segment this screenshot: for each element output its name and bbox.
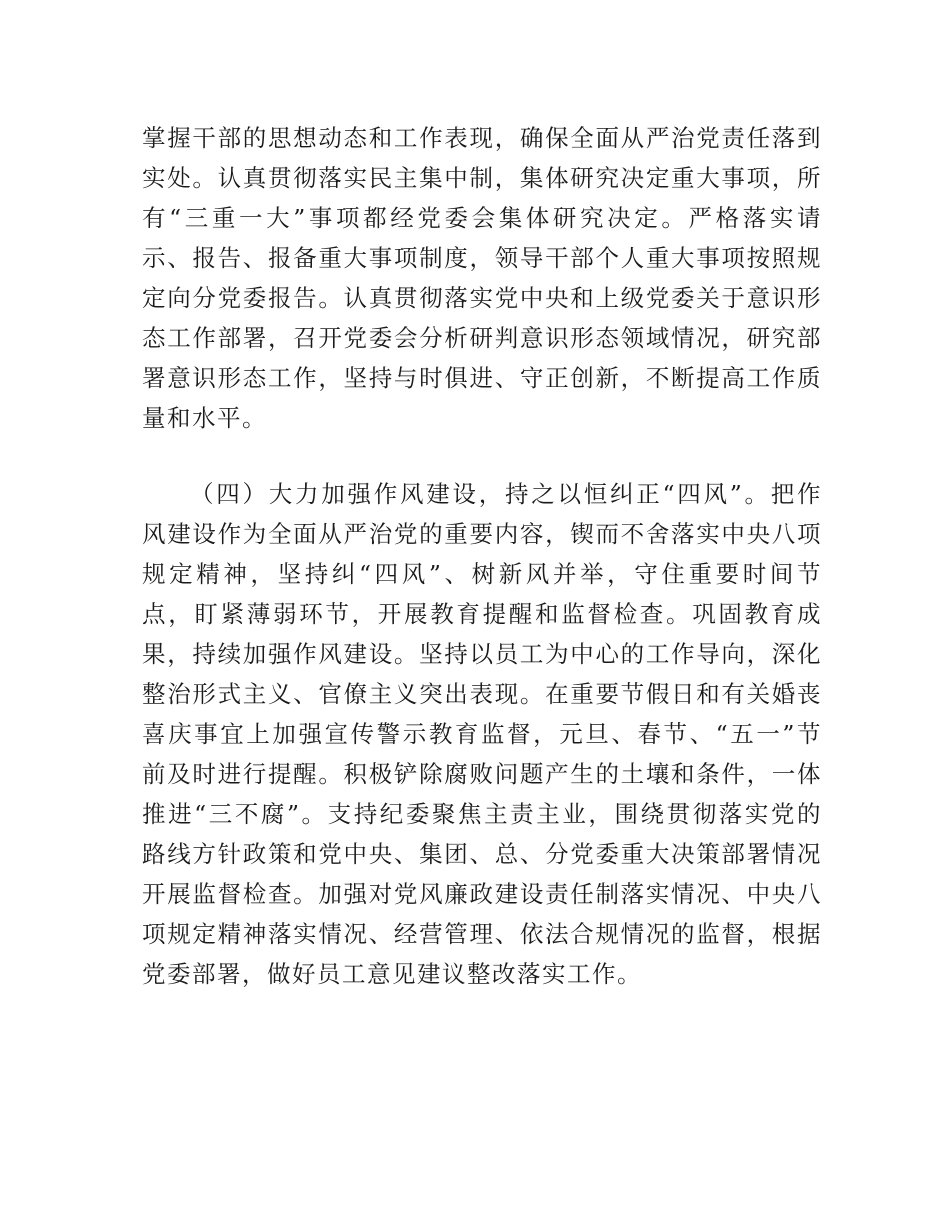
paragraph-1-line: 掌握干部的思想动态和工作表现，确保全面从严治党责任落到: [142, 124, 822, 152]
paragraph-1-line: 实处。认真贯彻落实民主集中制，集体研究决定重大事项，所: [142, 164, 822, 192]
paragraph-2-line: 风建设作为全面从严治党的重要内容，锲而不舍落实中央八项: [142, 520, 822, 548]
paragraph-2-line: 果，持续加强作风建设。坚持以员工为中心的工作导向，深化: [142, 640, 822, 668]
paragraph-1-line: 态工作部署，召开党委会分析研判意识形态领域情况，研究部: [142, 324, 822, 352]
paragraph-2-line: 项规定精神落实情况、经营管理、依法合规情况的监督，根据: [142, 920, 822, 948]
paragraph-1-line: 署意识形态工作，坚持与时俱进、守正创新，不断提高工作质: [142, 364, 822, 392]
paragraph-1-line: 有“三重一大”事项都经党委会集体研究决定。严格落实请: [142, 204, 822, 232]
paragraph-2-heading-line: （四）大力加强作风建设，持之以恒纠正“四风”。把作: [190, 480, 822, 508]
paragraph-2-line: 开展监督检查。加强对党风廉政建设责任制落实情况、中央八: [142, 880, 822, 908]
paragraph-1: [142, 118, 822, 438]
paragraph-2-line: 喜庆事宜上加强宣传警示教育监督，元旦、春节、“五一”节: [142, 720, 822, 748]
paragraph-1-line: 定向分党委报告。认真贯彻落实党中央和上级党委关于意识形: [142, 284, 822, 312]
paragraph-2-line: 整治形式主义、官僚主义突出表现。在重要节假日和有关婚丧: [142, 680, 822, 708]
paragraph-2-line: 规定精神，坚持纠“四风”、树新风并举，守住重要时间节: [142, 560, 822, 588]
paragraph-2-line: 路线方针政策和党中央、集团、总、分党委重大决策部署情况: [142, 840, 822, 868]
paragraph-2-line: 前及时进行提醒。积极铲除腐败问题产生的土壤和条件，一体: [142, 760, 822, 788]
paragraph-1-line: 示、报告、报备重大事项制度，领导干部个人重大事项按照规: [142, 244, 822, 272]
paragraph-2-line: 党委部署，做好员工意见建议整改落实工作。: [142, 960, 642, 988]
paragraph-1-line: 量和水平。: [142, 404, 267, 432]
paragraph-2-line: 点，盯紧薄弱环节，开展教育提醒和监督检查。巩固教育成: [142, 600, 822, 628]
paragraph-2-line: 推进“三不腐”。支持纪委聚焦主责主业，围绕贯彻落实党的: [142, 800, 822, 828]
paragraph-2: [142, 474, 822, 994]
